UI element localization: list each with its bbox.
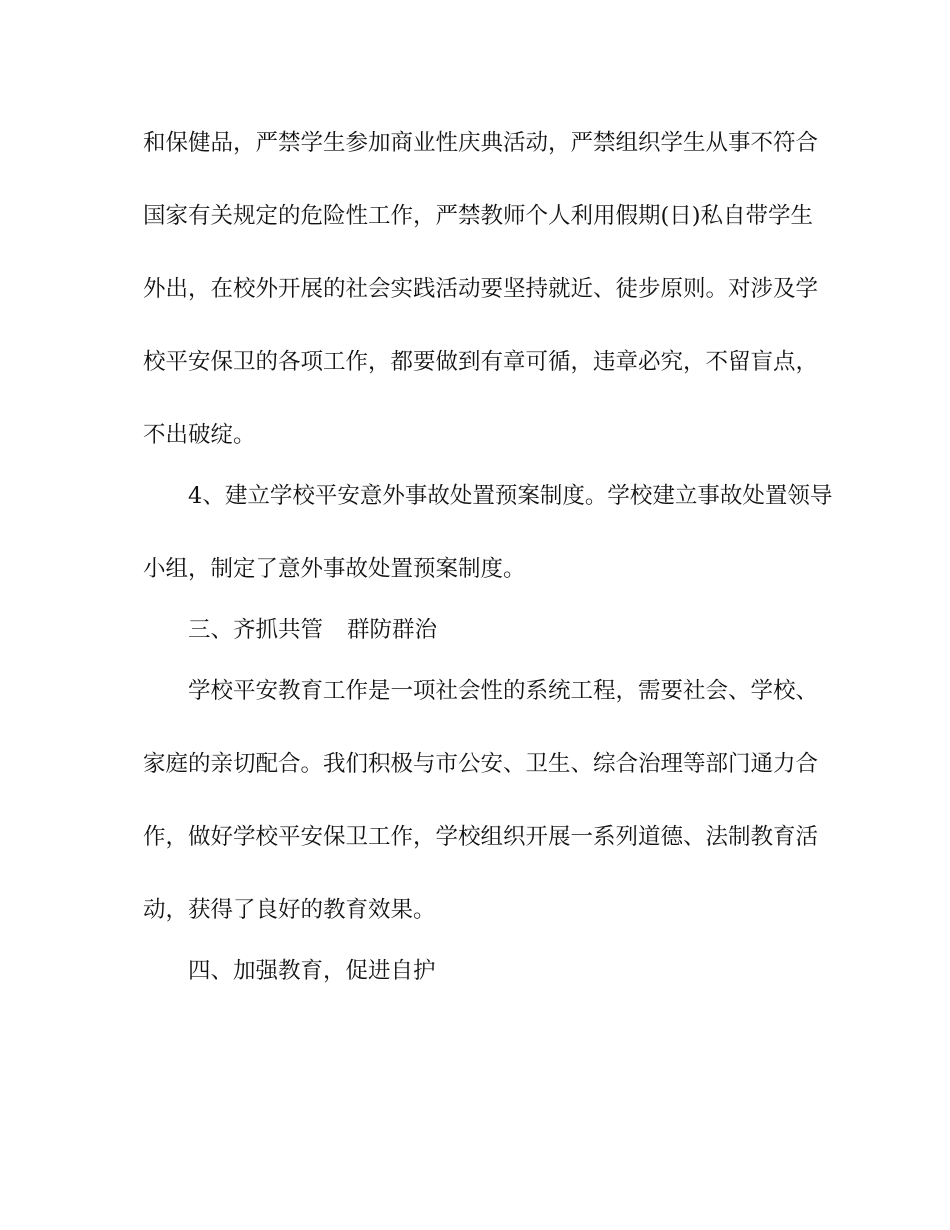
paragraph-line: 校平安保卫的各项工作，都要做到有章可循，违章必究，不留盲点， <box>143 349 819 375</box>
paragraph-line: 作，做好学校平安保卫工作，学校组织开展一系列道德、法制教育活 <box>143 824 819 850</box>
section-heading-4: 四、加强教育，促进自护 <box>188 958 436 984</box>
paragraph-line: 外出，在校外开展的社会实践活动要坚持就近、徒步原则。对涉及学 <box>143 276 819 302</box>
paragraph-line: 国家有关规定的危险性工作，严禁教师个人利用假期(日)私自带学生 <box>143 203 814 229</box>
paragraph-line: 和保健品，严禁学生参加商业性庆典活动，严禁组织学生从事不符合 <box>143 130 819 156</box>
paragraph-line: 动，获得了良好的教育效果。 <box>143 897 436 923</box>
heading-3-part2: 群防群治 <box>347 617 438 643</box>
paragraph-line: 不出破绽。 <box>143 422 256 448</box>
paragraph-line: 小组，制定了意外事故处置预案制度。 <box>143 556 526 582</box>
section-heading-3 <box>188 615 437 645</box>
paragraph-line: 学校平安教育工作是一项社会性的系统工程，需要社会、学校、 <box>188 678 819 704</box>
heading-3-part1: 三、齐抓共管 <box>188 617 324 643</box>
paragraph-line: 家庭的亲切配合。我们积极与市公安、卫生、综合治理等部门通力合 <box>143 751 819 777</box>
paragraph-line: 4、建立学校平安意外事故处置预案制度。学校建立事故处置领导 <box>188 483 833 509</box>
